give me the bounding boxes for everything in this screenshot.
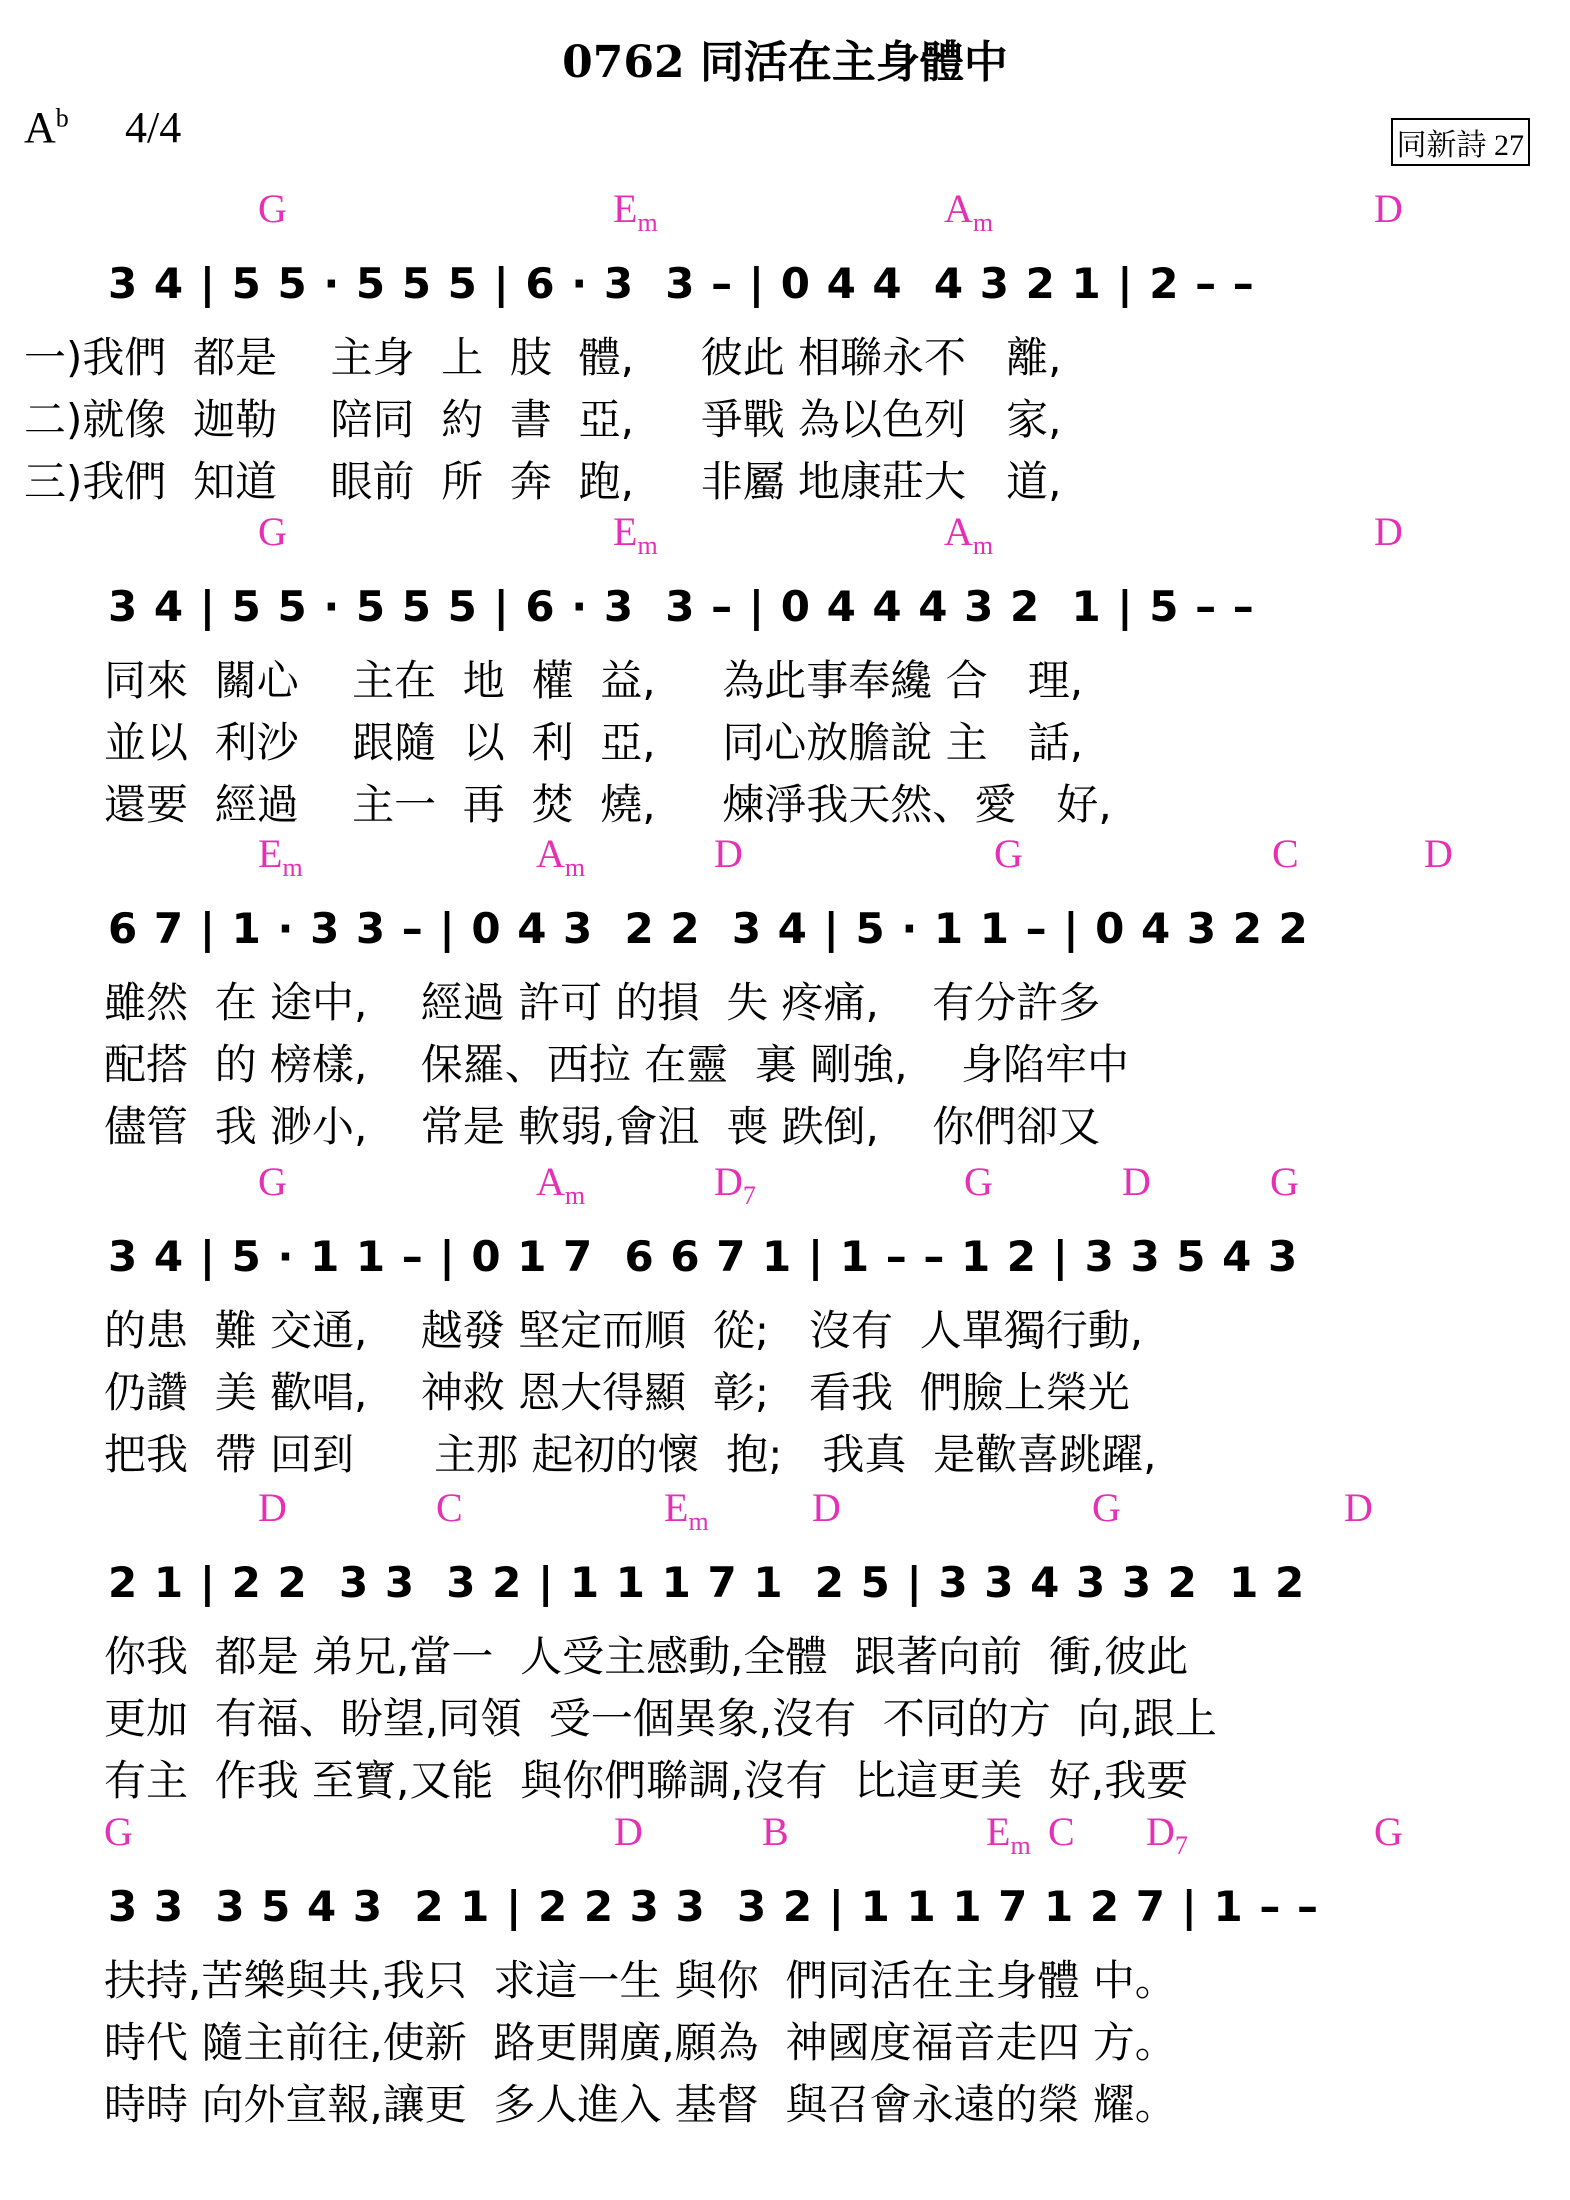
chord: G <box>1092 1485 1121 1530</box>
notation-text: 3 3 3 5 4 3 2 1 | 2 2 3 3 3 2 | 1 1 1 7 1 2 7 | 1 – – <box>108 1882 1319 1931</box>
notation-text: 3 4 | 5 · 1 1 – | 0 1 7 6 6 7 1 | 1 – – 1 2 | 3 3 5 4 3 <box>108 1232 1299 1281</box>
chord: $A_m$ <box>536 1159 586 1210</box>
chord: $A_m$ <box>944 509 994 560</box>
chord: D <box>1122 1159 1151 1204</box>
chord: B <box>762 1809 789 1854</box>
chord: $E_m$ <box>258 831 303 882</box>
chord: G <box>104 1809 133 1854</box>
chord: $D_7$ <box>1146 1809 1188 1860</box>
lyric-line: 時時 向外宣報,讓更 多人進入 基督 與召會永遠的榮 耀。 <box>104 2080 1177 2129</box>
lyric-line: 三)我們 知道 眼前 所 奔 跑, 非屬 地康莊大 道, <box>24 457 1062 506</box>
chord: D <box>812 1485 841 1530</box>
lyric-line: 把我 帶 回到 主那 起初的懷 抱; 我真 是歡喜跳躍, <box>104 1430 1157 1479</box>
notation-row <box>0 574 1570 644</box>
chord: C <box>1272 831 1299 876</box>
chord: D <box>258 1485 287 1530</box>
notation-row <box>0 1550 1570 1620</box>
chord: D <box>614 1809 643 1854</box>
chord: G <box>994 831 1023 876</box>
chord-row <box>0 508 1570 562</box>
chord: D <box>1344 1485 1373 1530</box>
chord: D <box>1424 831 1453 876</box>
lyric-line: 同來 關心 主在 地 權 益, 為此事奉纔 合 理, <box>104 656 1084 705</box>
chord-row <box>0 185 1570 239</box>
time-signature: 4/4 <box>125 103 182 152</box>
chord: $E_m$ <box>664 1485 709 1536</box>
lyric-line: 一)我們 都是 主身 上 肢 體, 彼此 相聯永不 離, <box>24 333 1062 382</box>
chord: $E_m$ <box>986 1809 1031 1860</box>
notation-text: 6 7 | 1 · 3 3 – | 0 4 3 2 2 3 4 | 5 · 1 1 – | 0 4 3 2 2 <box>108 904 1309 953</box>
lyric-line: 還要 經過 主一 再 焚 燒, 煉淨我天然、愛 好, <box>104 780 1112 829</box>
chord: C <box>436 1485 463 1530</box>
chord: G <box>258 186 287 231</box>
lyric-line: 儘管 我 渺小, 常是 軟弱,會沮 喪 跌倒, 你們卻又 <box>104 1102 1101 1151</box>
hymn-reference: 同新詩 27 <box>1391 118 1531 166</box>
chord: D <box>1374 509 1403 554</box>
chord-row <box>0 1808 1570 1862</box>
notation-row <box>0 1224 1570 1294</box>
lyric-line: 二)就像 迦勒 陪同 約 書 亞, 爭戰 為以色列 家, <box>24 395 1062 444</box>
lyric-line: 並以 利沙 跟隨 以 利 亞, 同心放膽說 主 話, <box>104 718 1084 767</box>
chord-row <box>0 830 1570 884</box>
chord: G <box>1374 1809 1403 1854</box>
chord-row <box>0 1158 1570 1212</box>
notation-text: 2 1 | 2 2 3 3 3 2 | 1 1 1 7 1 2 5 | 3 3 4 3 3 2 1 2 <box>108 1558 1306 1607</box>
chord: D <box>1374 186 1403 231</box>
notation-text: 3 4 | 5 5 · 5 5 5 | 6 · 3 3 – | 0 4 4 4 3 2 1 | 5 – – <box>108 582 1255 631</box>
chord: $E_m$ <box>613 509 658 560</box>
lyric-line: 有主 作我 至寶,又能 與你們聯調,沒有 比這更美 好,我要 <box>104 1756 1189 1805</box>
key-signature <box>24 102 69 153</box>
chord: D <box>714 831 743 876</box>
notation-text: 3 4 | 5 5 · 5 5 5 | 6 · 3 3 – | 0 4 4 4 3 2 1 | 2 – – <box>108 259 1255 308</box>
lyric-line: 時代 隨主前往,使新 路更開廣,願為 神國度福音走四 方。 <box>104 2018 1177 2067</box>
chord: $E_m$ <box>613 186 658 237</box>
key-letter: A <box>24 103 56 152</box>
key-accidental: b <box>55 103 69 133</box>
lyric-line: 雖然 在 途中, 經過 許可 的損 失 疼痛, 有分許多 <box>104 978 1101 1027</box>
song-title: 0762 同活在主身體中 <box>562 37 1008 88</box>
lyric-line: 仍讚 美 歡唱, 神救 恩大得顯 彰; 看我 們臉上榮光 <box>104 1368 1130 1417</box>
chord: G <box>258 509 287 554</box>
chord: C <box>1048 1809 1075 1854</box>
chord: G <box>1270 1159 1299 1204</box>
lyric-line: 更加 有福、盼望,同領 受一個異象,沒有 不同的方 向,跟上 <box>104 1694 1217 1743</box>
lyric-line: 配搭 的 榜樣, 保羅、西拉 在靈 裏 剛強, 身陷牢中 <box>104 1040 1129 1089</box>
chord: $D_7$ <box>714 1159 756 1210</box>
chord: $A_m$ <box>536 831 586 882</box>
lyric-line: 的患 難 交通, 越發 堅定而順 從; 沒有 人單獨行動, <box>104 1306 1144 1355</box>
chord-row <box>0 1484 1570 1538</box>
chord: $A_m$ <box>944 186 994 237</box>
notation-row <box>0 251 1570 321</box>
lyric-line: 你我 都是 弟兄,當一 人受主感動,全體 跟著向前 衝,彼此 <box>104 1632 1189 1681</box>
chord: G <box>964 1159 993 1204</box>
notation-row <box>0 896 1570 966</box>
chord: G <box>258 1159 287 1204</box>
lyric-line: 扶持,苦樂與共,我只 求這一生 與你 們同活在主身體 中。 <box>104 1956 1177 2005</box>
notation-row <box>0 1874 1570 1944</box>
